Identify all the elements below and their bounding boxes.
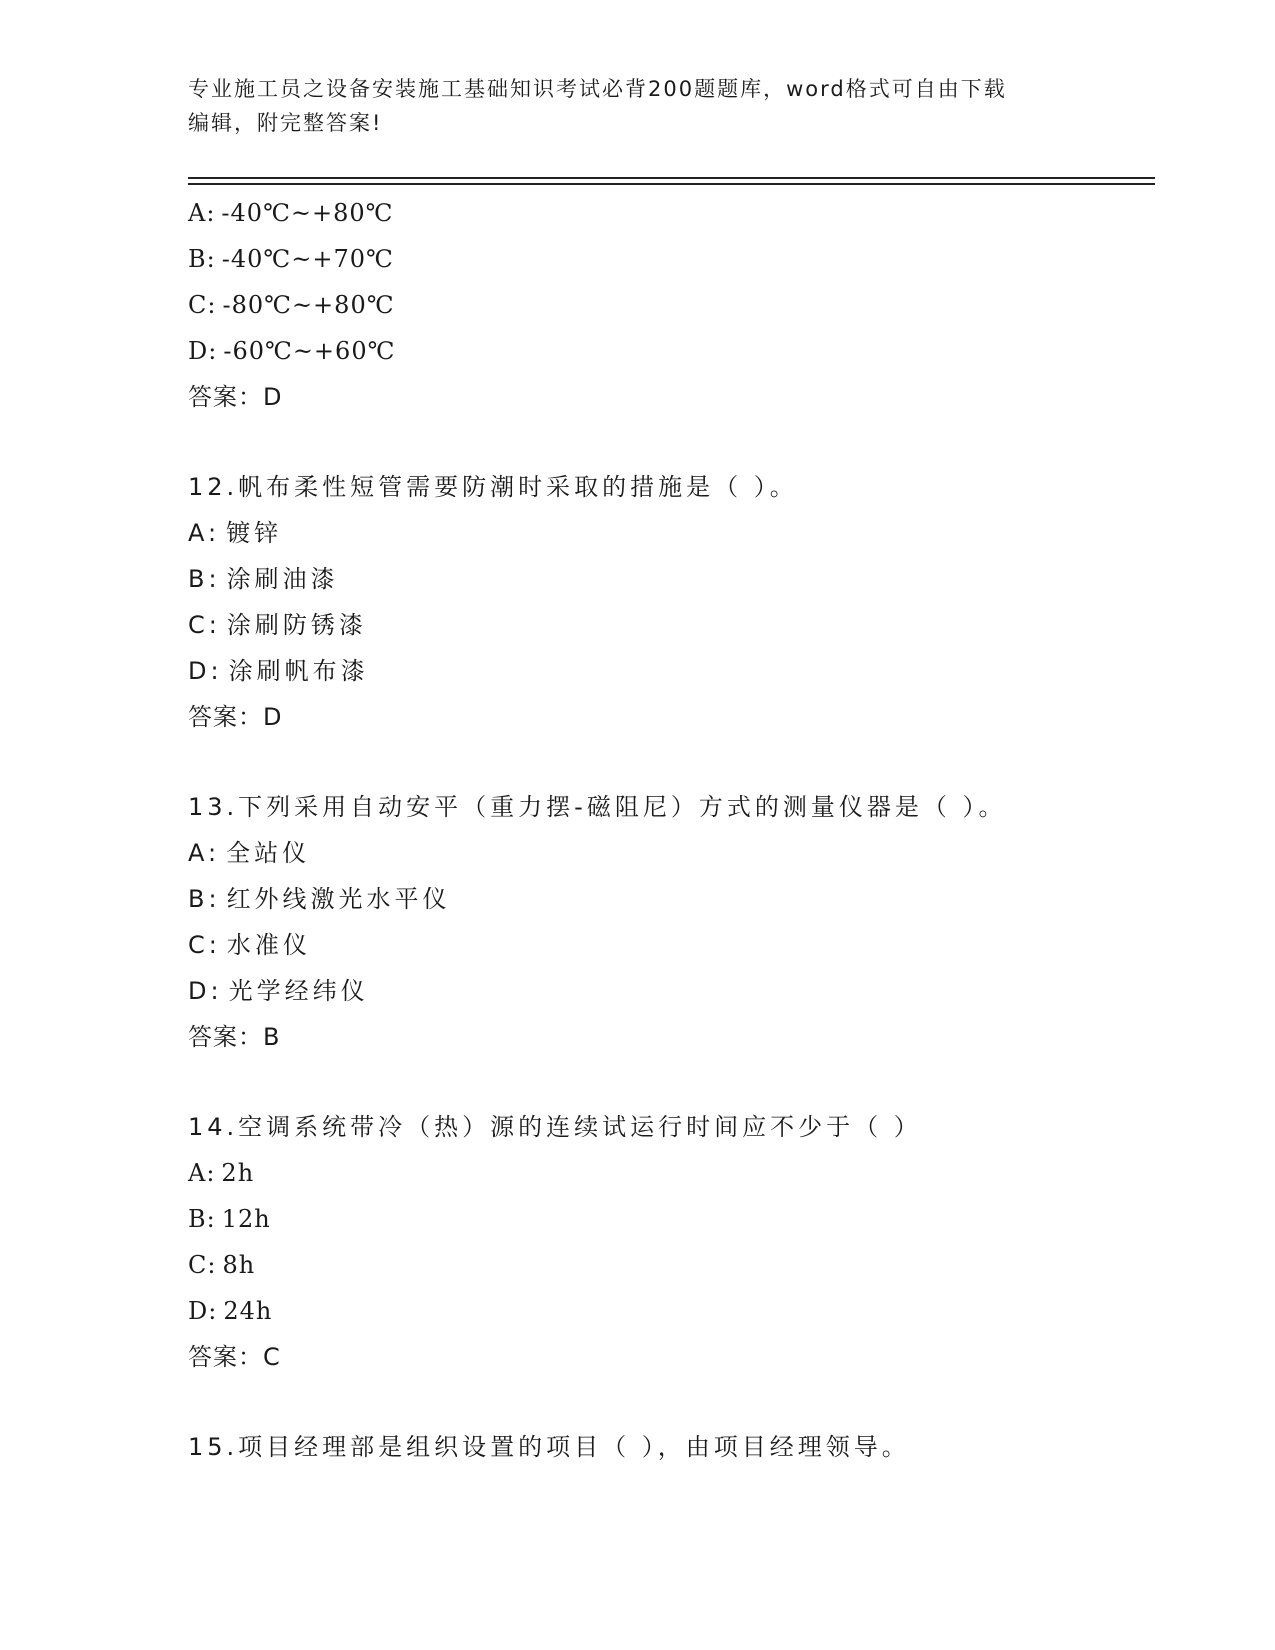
option-text: 涂刷油漆	[226, 565, 339, 593]
answer-line: 答案：B	[188, 1023, 281, 1051]
option-label: A:	[188, 199, 216, 227]
option-label: B:	[188, 565, 221, 593]
option-a	[188, 190, 1155, 236]
question-11	[188, 190, 1155, 420]
option-label: D:	[188, 977, 223, 1005]
question-stem: 13.下列采用自动安平（重力摆-磁阻尼）方式的测量仪器是（ ）。	[188, 793, 1007, 821]
option-text: -80℃~+80℃	[222, 291, 395, 319]
answer-line: 答案：C	[188, 1343, 281, 1371]
option-text: 24h	[223, 1297, 273, 1325]
option-c	[188, 282, 1155, 328]
option-b	[188, 556, 1155, 602]
option-d	[188, 968, 1155, 1014]
option-b	[188, 236, 1155, 282]
header-title-line-2: 编辑，附完整答案!	[188, 111, 383, 135]
header-divider-bottom	[188, 183, 1155, 185]
option-a	[188, 510, 1155, 556]
option-label: D:	[188, 657, 223, 685]
option-d	[188, 328, 1155, 374]
question-15	[188, 1424, 1155, 1470]
option-text: 光学经纬仪	[228, 977, 369, 1005]
option-label: C:	[188, 1251, 217, 1279]
spacer	[188, 420, 1155, 464]
option-label: C:	[188, 291, 217, 319]
option-c	[188, 922, 1155, 968]
option-text: 红外线激光水平仪	[226, 885, 451, 913]
spacer	[188, 1380, 1155, 1424]
option-label: D:	[188, 1297, 218, 1325]
option-label: C:	[188, 931, 221, 959]
option-label: B:	[188, 245, 216, 273]
option-text: -40℃~+80℃	[221, 199, 394, 227]
option-a	[188, 1150, 1155, 1196]
answer-line: 答案：D	[188, 703, 283, 731]
header-title-line-1: 专业施工员之设备安装施工基础知识考试必背200题题库，word格式可自由下载	[188, 77, 1007, 101]
option-label: B:	[188, 1205, 216, 1233]
option-b	[188, 1196, 1155, 1242]
question-14	[188, 1104, 1155, 1380]
option-text: -40℃~+70℃	[221, 245, 394, 273]
option-d	[188, 1288, 1155, 1334]
question-13	[188, 784, 1155, 1060]
question-stem: 15.项目经理部是组织设置的项目（ ），由项目经理领导。	[188, 1433, 910, 1461]
option-c	[188, 1242, 1155, 1288]
question-stem: 12.帆布柔性短管需要防潮时采取的措施是（ ）。	[188, 473, 798, 501]
option-c	[188, 602, 1155, 648]
option-text: 2h	[221, 1159, 255, 1187]
option-label: A:	[188, 1159, 216, 1187]
option-text: -60℃~+60℃	[223, 337, 396, 365]
option-b	[188, 876, 1155, 922]
option-text: 全站仪	[226, 839, 311, 867]
option-text: 12h	[221, 1205, 271, 1233]
answer-line: 答案：D	[188, 383, 283, 411]
question-list	[188, 190, 1155, 1470]
option-label: C:	[188, 611, 221, 639]
option-a	[188, 830, 1155, 876]
spacer	[188, 740, 1155, 784]
option-text: 涂刷帆布漆	[228, 657, 369, 685]
document-header	[188, 72, 1068, 140]
option-text: 镀锌	[226, 519, 283, 547]
option-text: 8h	[222, 1251, 256, 1279]
option-text: 涂刷防锈漆	[226, 611, 367, 639]
question-12	[188, 464, 1155, 740]
header-divider-top	[188, 177, 1155, 179]
option-label: A:	[188, 839, 221, 867]
option-d	[188, 648, 1155, 694]
option-label: D:	[188, 337, 218, 365]
option-text: 水准仪	[226, 931, 311, 959]
option-label: A:	[188, 519, 221, 547]
option-label: B:	[188, 885, 221, 913]
spacer	[188, 1060, 1155, 1104]
question-stem: 14.空调系统带冷（热）源的连续试运行时间应不少于（ ）	[188, 1113, 922, 1141]
